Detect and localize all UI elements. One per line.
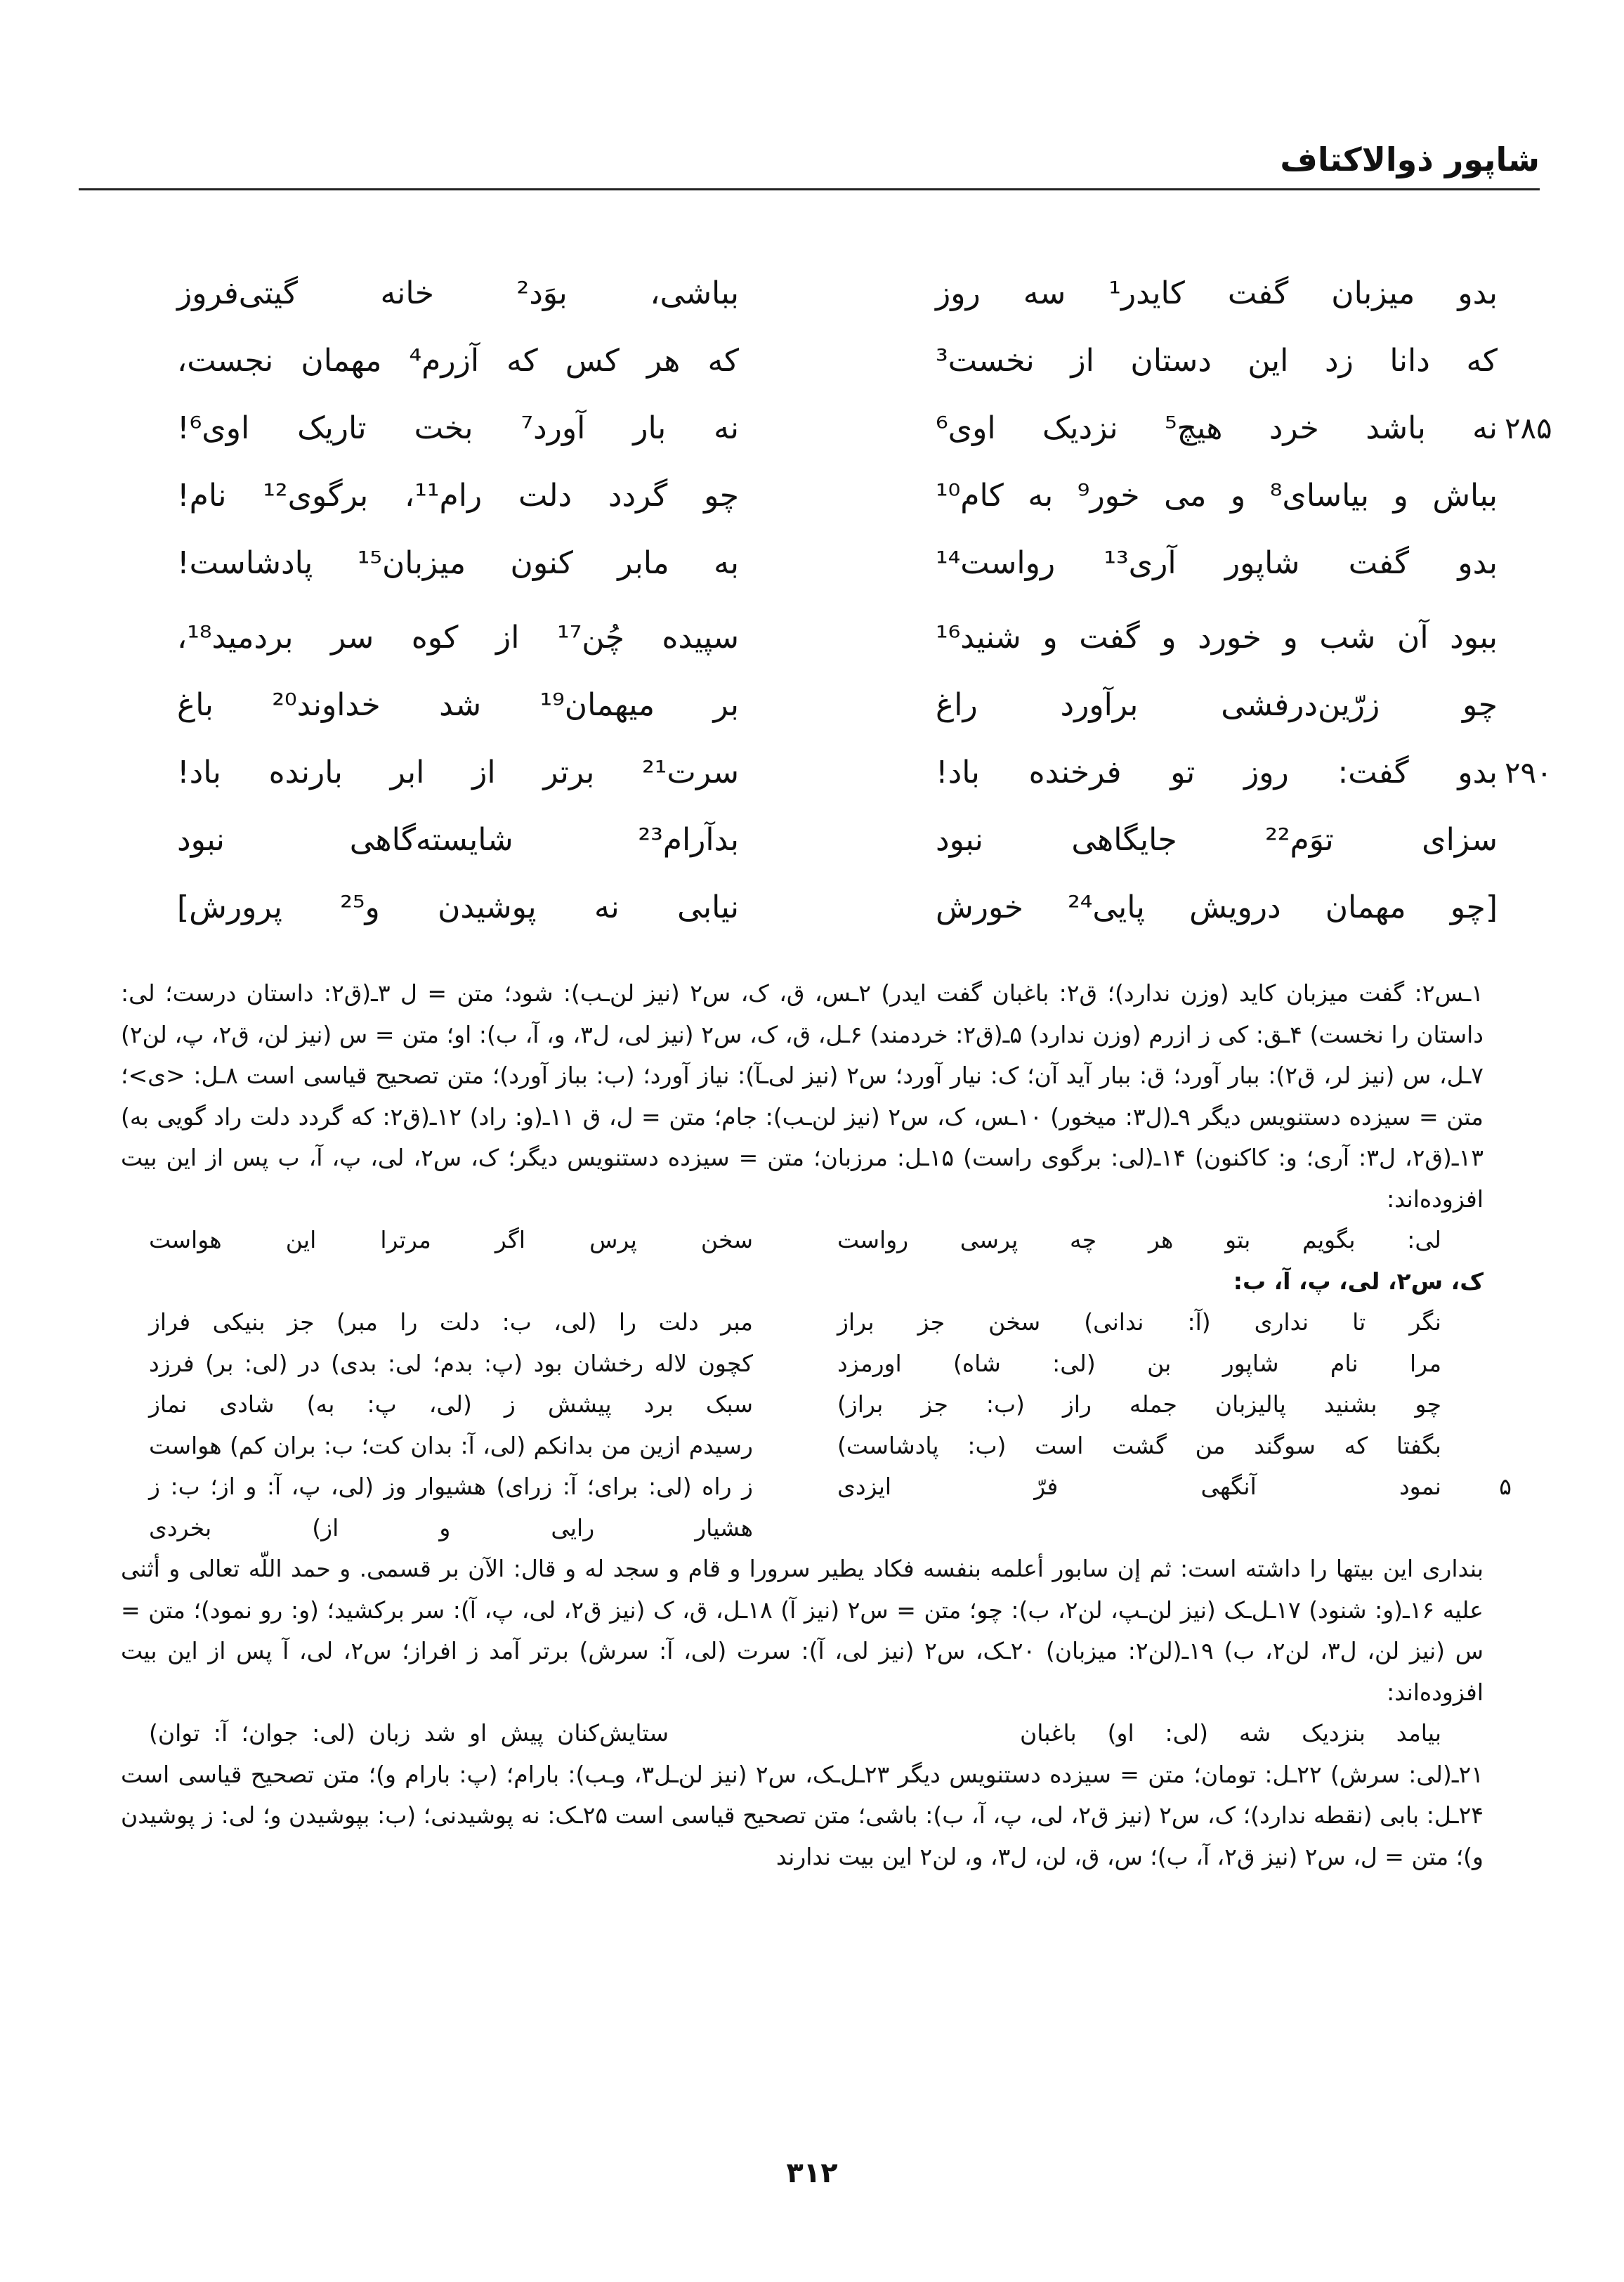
hemistich-right: چو بشنید پالیزبان جمله راز (ب: جز براز) — [837, 1390, 1441, 1418]
hemistich-right: ببود آن شب و خورد و گفت و شنید¹⁶ — [936, 620, 1498, 656]
hemistich-left: سبک برد پیشش ز (لی، پ: به) شادی نماز — [149, 1390, 753, 1418]
verse-block-1 — [177, 260, 1552, 597]
verse-row — [177, 739, 1552, 807]
hemistich-right: چو زرّین‌درفشی برآورد راغ — [936, 687, 1498, 723]
verse-block-2 — [177, 604, 1552, 941]
hemistich-left: نه بار آورد⁷ بخت تاریک اوی⁶! — [177, 410, 739, 446]
hemistich-right: بدو گفت: روز تو فرخنده باد! — [936, 755, 1498, 790]
hemistich-right: لی: بگویم بتو هر چه پرسی رواست — [837, 1226, 1441, 1253]
hemistich-right: بگفتا که سوگند من گشت است (ب: پادشاست) — [837, 1431, 1441, 1459]
inserted-verse — [121, 1302, 1484, 1343]
hemistich-right: سزای توَم²² جایگاهی نبود — [936, 822, 1498, 858]
hemistich-left: رسیدم ازین من بدانکم (لی، آ: بدان کت؛ ب: بران کم) هواست — [149, 1431, 753, 1459]
hemistich-left: مبر دلت را (لی، ب: دلت را مبر) جز بنیکی فراز — [149, 1308, 753, 1336]
inserted-verse — [121, 1466, 1512, 1548]
verse-row — [177, 604, 1498, 672]
hemistich-right: که دانا زد این دستان از نخست³ — [936, 343, 1498, 379]
verse-row — [177, 395, 1552, 462]
hemistich-left: بر میهمان¹⁹ شد خداوند²⁰ باغ — [177, 687, 739, 723]
hemistich-left: سرت²¹ برتر از ابر بارنده باد! — [177, 755, 739, 790]
footnote-paragraph-3: ۲۱ـ(لی: سرش) ۲۲ـل: تومان؛ متن = سیزده دستنویس دیگر ۲۳ـل‌ـک، س۲ (نیز لن‌ـل۳، و‌ـب): بارام؛ (پ: بارام و)؛ متن تصحیح قیاسی است ۲۴ـل: بابی (نقطه ندارد)؛ ک، س۲ (نیز ق۲، لی، پ، آ، ب): باشی؛ متن تصحیح قیاسی است ۲۵ـک: نه پوشیدنی؛ (ب: بپوشیدن و؛ لی: ز پوشیدن و)؛ متن = ل، س۲ (نیز ق۲، آ، ب)؛ س، ق، لن، ل۳، و، لن۲ این بیت ندارند — [121, 1760, 1484, 1870]
variant-verse-bayamad — [121, 1713, 1484, 1754]
verse-number: ۲۸۵ — [1505, 411, 1552, 445]
hemistich-right: نمود آنگهی فرّ ایزدی — [837, 1473, 1441, 1500]
footnotes — [121, 973, 1512, 1877]
running-title: شاپور ذوالاکتاف — [1280, 141, 1540, 178]
verse-row — [177, 260, 1498, 327]
hemistich-left: بدآرام²³ شایسته‌گاهی نبود — [177, 822, 739, 858]
hemistich-left: کچون لاله رخشان بود (پ: بدم؛ لی: بدی) در (لی: بر) فرزد — [149, 1349, 753, 1377]
inserted-verse — [121, 1343, 1484, 1385]
hemistich-left: نیابی نه پوشیدن و²⁵ پرورش] — [177, 889, 739, 925]
hemistich-left: چو گردد دلت رام¹¹، برگوی¹² نام! — [177, 478, 739, 514]
inserted-verse — [121, 1384, 1484, 1426]
hemistich-right: نه باشد خرد هیچ⁵ نزدیک اوی⁶ — [936, 410, 1498, 446]
page-number: ۳۱۲ — [786, 2157, 838, 2189]
hemistich-left: سپیده چُن¹⁷ از کوه سر بردمید¹⁸، — [177, 620, 739, 656]
manuscripts-label: ک، س۲، لی، پ، آ، ب: — [1233, 1267, 1484, 1295]
footnote-paragraph-2: بنداری این بیتها را داشته است: ثم إن سابور أعلمه بنفسه فکاد یطیر سرورا و قام و سجد له و قال: الآن بر قسمی. و حمد اللّه تعالی و أثنی علیه ۱۶ـ(و: شنود) ۱۷ـل‌ـک (نیز لن‌ـپ، لن۲، ب): چو؛ متن = س۲ (نیز آ) ۱۸ـل، ق، ک (نیز ق۲، لی، پ، آ): سر برکشید؛ (و: رو نمود)؛ متن = س (نیز لن، ل۳، لن۲، ب) ۱۹ـ(لن۲: میزبان) ۲۰ـک، س۲ (نیز لی، آ): سرت (لی، آ: سرش) برتر آمد ز افراز؛ س۲، لی، آ پس از این بیت افزوده‌اند: — [121, 1555, 1484, 1706]
hemistich-left: ز راه (لی: برای؛ آ: زرای) هشیوار وز (لی، پ، آ: و از؛ ب: ز هشیار رایی و از) بخردی — [149, 1473, 753, 1541]
hemistich-right: مرا نام شاپور بن (لی: شاه) اورمزد — [837, 1349, 1441, 1377]
verse-row — [177, 807, 1498, 874]
hemistich-right: بباش و بیاسای⁸ و می خور⁹ به کام¹⁰ — [936, 478, 1498, 514]
footnote-paragraph-1: ۱ـس۲: گفت میزبان کاید (وزن ندارد)؛ ق۲: باغبان گفت ایدر) ۲ـس، ق، ک، س۲ (نیز لن‌ـب): شود؛ متن = ل ۳ـ(ق۲: داستان درست؛ لی: داستان را نخست) ۴ـق: کی ز ازرم (وزن ندارد) ۵ـ(ق۲: خردمند) ۶ـل، ق، ک، س۲ (نیز لی، ل۳، و، آ، ب): او؛ متن = س (نیز لن، ق۲، پ، لن۲) ۷ـل، س (نیز لر، ق۲): ببار آورد؛ ق: ببار آید آن؛ ک: نیار آورد؛ س۲ (نیز لی‌ـآ): نیاز آورد؛ (ب: بباز آورد)؛ متن تصحیح قیاسی است ۸ـل: <ی>؛ متن = سیزده دستنویس دیگر ۹ـ(ل۳: میخور) ۱۰ـس، ک، س۲ (نیز لن‌ـب): جام؛ متن = ل، ق ۱۱ـ(و: راد) ۱۲ـ(ق۲: که گردد دلت راد گویی به) ۱۳ـ(ق۲، ل۳: آری؛ و: کاکنون) ۱۴ـ(لی: برگوی راست) ۱۵ـل: مرزبان؛ متن = سیزده دستنویس دیگر؛ ک، س۲، لی، پ، آ، ب پس از این بیت افزوده‌اند: — [121, 979, 1484, 1213]
hemistich-left: سخن پرس اگر مرترا این هواست — [149, 1226, 753, 1253]
inserted-verse — [121, 1426, 1484, 1467]
verse-row — [177, 874, 1498, 941]
verse-row — [177, 462, 1498, 530]
hemistich-left: بباشی، بوَد² خانه گیتی‌فروز — [177, 275, 739, 311]
hemistich-right: [چو مهمان درویش پایی²⁴ خورش — [936, 889, 1498, 925]
running-header — [79, 141, 1540, 190]
hemistich-left: به مابر کنون میزبان¹⁵ پادشاست! — [177, 545, 739, 581]
hemistich-right: بیامد بنزدیک شه (لی: او) باغبان — [1020, 1719, 1441, 1747]
variant-verse-li — [121, 1220, 1484, 1261]
hemistich-right: نگر تا نداری (آ: ندانی) سخن جز براز — [837, 1308, 1441, 1336]
verse-row — [177, 327, 1498, 395]
verse-number: ۵ — [1499, 1473, 1512, 1500]
verse-row — [177, 672, 1498, 739]
hemistich-right: بدو گفت شاپور آری¹³ رواست¹⁴ — [936, 545, 1498, 581]
hemistich-right: بدو میزبان گفت کایدر¹ سه روز — [936, 275, 1498, 311]
hemistich-left: ستایش‌کنان پیش او شد زبان (لی: جوان؛ آ: توان) — [149, 1719, 669, 1747]
hemistich-left: که هر کس که آزرم⁴ مهمان نجست، — [177, 343, 739, 379]
verse-number: ۲۹۰ — [1505, 755, 1552, 790]
verse-row — [177, 530, 1498, 597]
